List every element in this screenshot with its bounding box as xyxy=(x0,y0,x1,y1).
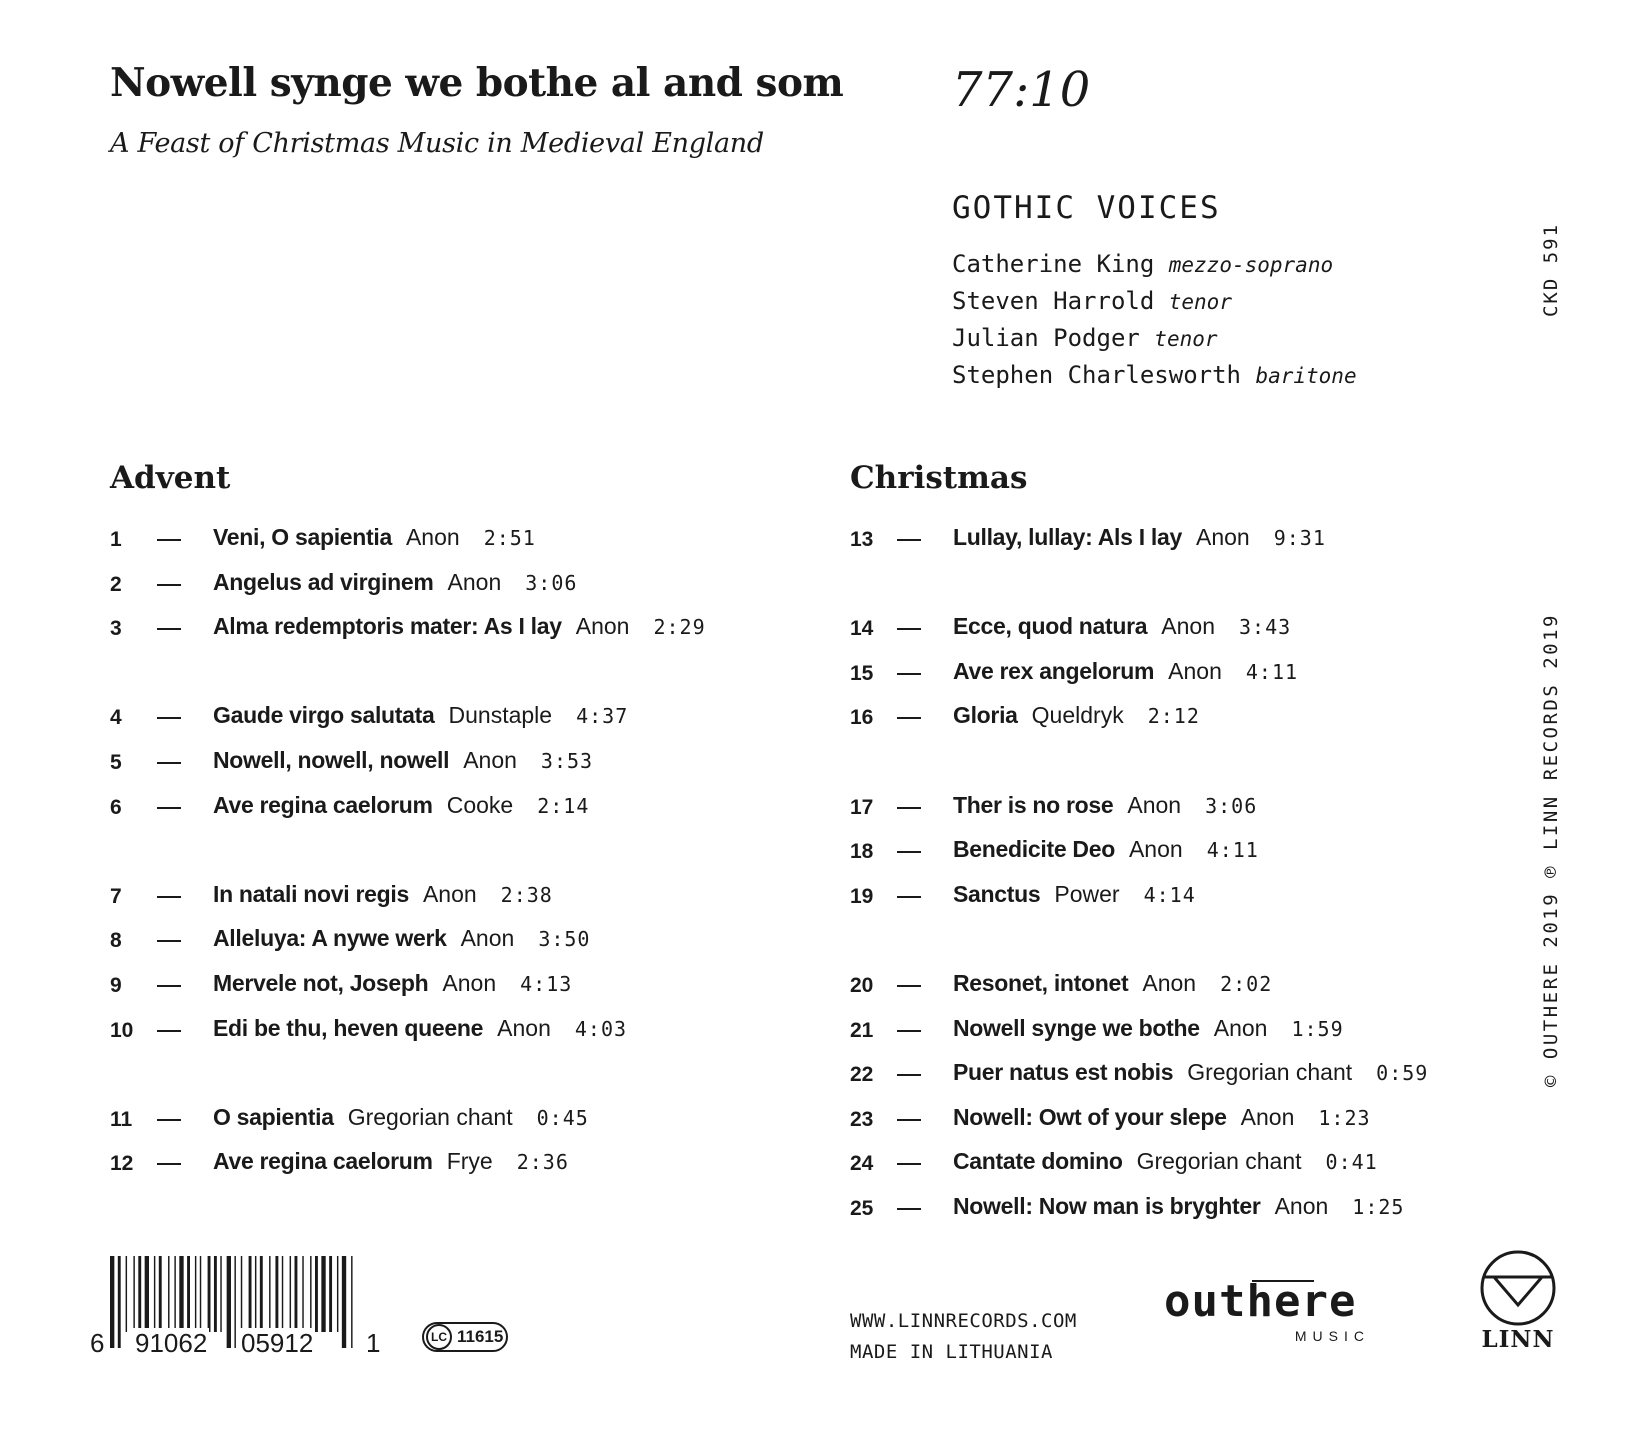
barcode-bar xyxy=(275,1256,278,1332)
track-duration: 3:43 xyxy=(1239,615,1292,640)
label-code-badge xyxy=(422,1322,508,1352)
barcode-bar xyxy=(241,1256,242,1332)
track-duration: 4:03 xyxy=(574,1016,628,1041)
barcode-bar xyxy=(179,1256,183,1332)
track-duration: 0:41 xyxy=(1325,1150,1378,1175)
track-title: Resonet, intonet xyxy=(953,969,1129,996)
track-composer: Anon xyxy=(447,568,502,595)
track-title: Ther is no rose xyxy=(953,791,1114,818)
track-number: 20 xyxy=(850,973,874,997)
track-number: 24 xyxy=(850,1152,874,1176)
track-number: 7 xyxy=(110,884,122,908)
track-title: Angelus ad virginem xyxy=(213,568,434,595)
label-code-number: 11615 xyxy=(457,1327,504,1346)
track-number: 17 xyxy=(850,795,874,819)
barcode-bar xyxy=(154,1256,155,1332)
track-number: 15 xyxy=(850,661,874,685)
website-text: WWW.LINNRECORDS.COM xyxy=(850,1310,1077,1332)
total-duration: 77:10 xyxy=(952,62,1091,118)
performer-voice: mezzo-soprano xyxy=(1168,253,1334,277)
album-subtitle: A Feast of Christmas Music in Medieval England xyxy=(110,128,764,159)
outhere-logo xyxy=(1164,1276,1374,1346)
track-composer: Anon xyxy=(1168,657,1222,684)
track-composer: Gregorian chant xyxy=(1136,1148,1302,1175)
track-duration: 2:36 xyxy=(516,1150,569,1175)
track-number: 18 xyxy=(850,840,874,864)
track-duration: 1:25 xyxy=(1352,1194,1405,1219)
performer xyxy=(952,250,1357,287)
track-duration: 2:02 xyxy=(1220,971,1273,996)
track-duration: 9:31 xyxy=(1273,526,1326,550)
barcode-bar xyxy=(159,1256,162,1332)
track-composer: Anon xyxy=(442,969,497,996)
track-composer: Anon xyxy=(422,880,477,907)
performer xyxy=(952,287,1357,324)
track-number: 2 xyxy=(110,572,122,596)
barcode-bar xyxy=(315,1256,318,1332)
barcode-bar xyxy=(302,1256,303,1332)
barcode-bar xyxy=(310,1256,311,1332)
track-duration: 1:59 xyxy=(1291,1016,1344,1041)
track-duration: 4:14 xyxy=(1143,882,1196,907)
track-duration: 2:29 xyxy=(653,615,706,640)
track-number: 11 xyxy=(110,1107,133,1131)
track-number: 21 xyxy=(850,1018,874,1042)
track-composer: Anon xyxy=(1240,1103,1295,1130)
performer-voice: baritone xyxy=(1255,364,1357,388)
barcode-bar xyxy=(234,1256,235,1348)
track-number: 22 xyxy=(850,1063,874,1087)
barcode-bar xyxy=(220,1256,221,1332)
barcode-group-2: 05912 xyxy=(241,1328,314,1358)
track-duration: 3:53 xyxy=(540,748,594,773)
track-duration: 4:11 xyxy=(1206,838,1259,863)
track-duration: 4:37 xyxy=(576,704,629,729)
track-title: In natali novi regis xyxy=(213,880,409,907)
barcode-bar xyxy=(133,1256,134,1332)
track-number: 13 xyxy=(850,528,874,551)
catalog-code-text: CKD 591 xyxy=(1540,222,1562,318)
track-title: Sanctus xyxy=(953,880,1041,907)
barcode-bar xyxy=(208,1256,211,1332)
catalog-code xyxy=(1536,220,1566,320)
track-number: 12 xyxy=(110,1152,134,1176)
linn-emblem-icon xyxy=(1470,1250,1566,1326)
performer-list xyxy=(952,250,1357,398)
barcode-bar xyxy=(321,1256,325,1332)
track-composer: Anon xyxy=(463,746,517,773)
track-title: O sapientia xyxy=(213,1103,334,1130)
track-composer: Anon xyxy=(1161,613,1215,640)
barcode-bar xyxy=(351,1256,352,1348)
copyright-text: © OUTHERE 2019 ℗ LINN RECORDS 2019 xyxy=(1540,613,1562,1087)
track-composer: Anon xyxy=(1142,969,1197,996)
track-composer: Anon xyxy=(497,1014,551,1041)
track-number: 14 xyxy=(850,617,874,641)
performer xyxy=(952,361,1357,398)
track-title: Nowell synge we bothe xyxy=(953,1014,1200,1041)
advent-heading: Advent xyxy=(110,460,231,496)
performer-name: Steven Harrold xyxy=(952,287,1155,315)
track-title: Cantate domino xyxy=(953,1148,1123,1175)
track-duration: 1:23 xyxy=(1318,1105,1371,1130)
track-number: 4 xyxy=(110,706,122,730)
track-duration: 0:59 xyxy=(1376,1061,1429,1086)
track-duration: 2:38 xyxy=(500,882,553,907)
track-number: 9 xyxy=(110,973,122,997)
album-title: Nowell synge we bothe al and som xyxy=(110,60,844,106)
track-composer: Anon xyxy=(1127,791,1182,818)
barcode-bar xyxy=(255,1256,256,1332)
track-title: Alleluya: A nywe werk xyxy=(213,925,447,952)
performer-voice: tenor xyxy=(1154,327,1218,351)
track-composer: Cooke xyxy=(446,791,514,818)
track-composer: Anon xyxy=(405,524,460,550)
barcode-bar xyxy=(174,1256,175,1332)
track-number: 6 xyxy=(110,795,122,819)
track-title: Nowell: Owt of your slepe xyxy=(953,1103,1227,1130)
track-title: Puer natus est nobis xyxy=(953,1059,1174,1086)
footer-info xyxy=(850,1306,1077,1368)
track-title: Benedicite Deo xyxy=(953,836,1115,863)
barcode-bar xyxy=(337,1256,338,1332)
barcode-group-1: 91062 xyxy=(135,1328,208,1358)
barcode-bar xyxy=(282,1256,283,1332)
track-duration: 4:13 xyxy=(520,971,573,996)
track-duration: 3:50 xyxy=(538,927,591,952)
barcode-bar xyxy=(290,1256,291,1332)
ensemble-name: GOTHIC VOICES xyxy=(952,190,1221,226)
track-title: Ave regina caelorum xyxy=(213,791,433,818)
track-number: 19 xyxy=(850,884,874,908)
track-number: 3 xyxy=(110,617,122,641)
performer-name: Julian Podger xyxy=(952,324,1140,352)
track-composer: Anon xyxy=(575,613,630,640)
barcode-bar xyxy=(329,1256,332,1332)
track-duration: 0:45 xyxy=(536,1105,589,1130)
barcode-bar xyxy=(227,1256,231,1348)
track-title: Edi be thu, heven queene xyxy=(213,1014,484,1041)
track-title: Ave rex angelorum xyxy=(953,657,1155,684)
track-title: Nowell: Now man is bryghter xyxy=(953,1192,1261,1219)
barcode-bar xyxy=(200,1256,201,1332)
track-title: Alma redemptoris mater: As I lay xyxy=(213,613,562,640)
barcode-bar xyxy=(138,1256,141,1332)
barcode-bar xyxy=(269,1256,270,1332)
track-duration: 2:14 xyxy=(537,793,590,818)
track-number: 8 xyxy=(110,929,122,953)
track-number: 5 xyxy=(110,750,122,774)
linn-logo-word: LINN xyxy=(1481,1326,1555,1353)
track-duration: 2:12 xyxy=(1147,704,1200,729)
track-title: Veni, O sapientia xyxy=(213,524,392,550)
track-composer: Anon xyxy=(1195,524,1250,550)
track-number: 25 xyxy=(850,1196,874,1220)
track-title: Gaude virgo salutata xyxy=(213,702,435,729)
track-number: 10 xyxy=(110,1018,134,1042)
track-number: 23 xyxy=(850,1107,874,1131)
performer xyxy=(952,324,1357,361)
performer-name: Catherine King xyxy=(952,250,1155,278)
track-title: Gloria xyxy=(953,702,1018,729)
track-title: Lullay, lullay: Als I lay xyxy=(953,524,1182,550)
track-number: 1 xyxy=(110,528,122,551)
barcode-bar xyxy=(187,1256,190,1332)
barcode-bar xyxy=(145,1256,149,1332)
track-composer: Power xyxy=(1054,880,1120,907)
barcode-bar xyxy=(195,1256,196,1332)
track-composer: Gregorian chant xyxy=(347,1103,513,1130)
barcode-bar xyxy=(249,1256,252,1332)
track-duration: 3:06 xyxy=(1205,793,1258,818)
track-composer: Frye xyxy=(446,1148,493,1175)
track-title: Nowell, nowell, nowell xyxy=(213,746,450,773)
barcode-bar xyxy=(295,1256,298,1332)
barcode-bar xyxy=(118,1256,121,1348)
performer-name: Stephen Charlesworth xyxy=(952,361,1241,389)
track-composer: Anon xyxy=(1213,1014,1268,1041)
track-composer: Queldryk xyxy=(1031,702,1124,729)
track-title: Mervele not, Joseph xyxy=(213,969,429,996)
barcode-bar xyxy=(214,1256,217,1332)
label-code-prefix: LC xyxy=(426,1324,452,1350)
barcode-bar xyxy=(260,1256,263,1332)
track-composer: Dunstaple xyxy=(448,702,553,729)
barcode-bar xyxy=(126,1256,127,1332)
track-title: Ecce, quod natura xyxy=(953,613,1148,640)
copyright-notice xyxy=(1536,610,1566,1090)
track-duration: 3:06 xyxy=(525,570,578,595)
outhere-logo-sub: MUSIC xyxy=(1294,1328,1370,1344)
barcode-bar xyxy=(168,1256,169,1332)
barcode-check-digit: 1 xyxy=(366,1328,381,1358)
track-duration: 4:11 xyxy=(1245,659,1299,684)
christmas-heading: Christmas xyxy=(850,460,1028,496)
track-number: 16 xyxy=(850,706,874,730)
barcode-lead-digit: 6 xyxy=(90,1328,105,1358)
track-composer: Anon xyxy=(1128,836,1183,863)
barcode-bar xyxy=(342,1256,346,1348)
track-title: Ave regina caelorum xyxy=(213,1148,433,1175)
linn-logo xyxy=(1470,1250,1566,1353)
track-composer: Anon xyxy=(460,925,515,952)
track-duration: 2:51 xyxy=(483,526,536,550)
performer-voice: tenor xyxy=(1168,290,1232,314)
track-composer: Gregorian chant xyxy=(1187,1059,1353,1086)
track-composer: Anon xyxy=(1274,1192,1329,1219)
origin-text: MADE IN LITHUANIA xyxy=(850,1341,1053,1363)
barcode-bar xyxy=(110,1256,114,1348)
outhere-logo-word: outhere xyxy=(1164,1276,1357,1327)
